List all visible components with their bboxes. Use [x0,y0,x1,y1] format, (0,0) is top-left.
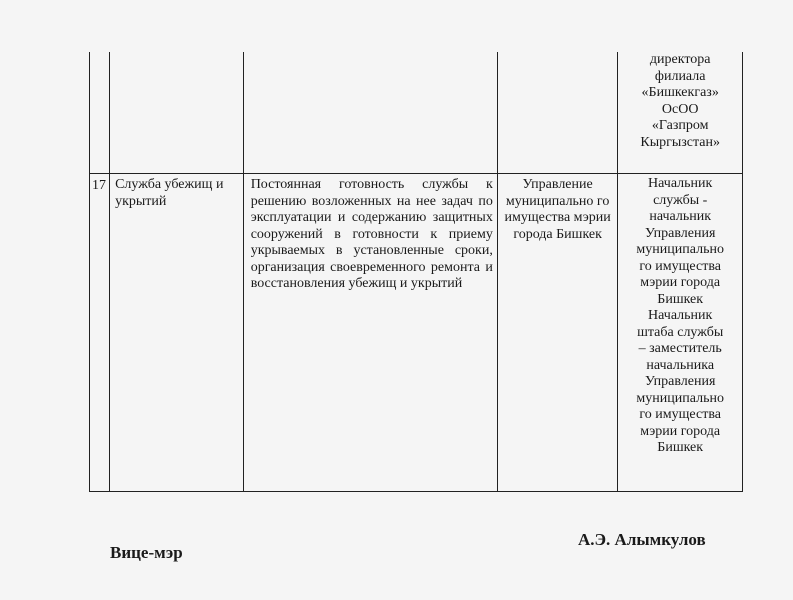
prev-head-line: директора [649,52,711,67]
head-line: Начальник [648,176,713,191]
prev-responsible-cell [497,52,618,174]
head-line: Бишкек [657,440,704,455]
head-cell [618,174,743,492]
prev-head-line: «Газпром [651,118,709,133]
prev-head-cell [618,52,743,174]
prev-service-cell [110,52,244,174]
table-row-previous [90,52,743,174]
service-head [618,174,742,457]
head-line: го имущества [639,407,721,422]
head-line: службы - [653,192,708,208]
head-line: Управления [644,225,716,241]
head-line: го имущества [639,258,721,274]
head-line: Начальник [648,308,713,323]
prev-tasks-cell [243,52,497,174]
prev-number-cell [90,52,110,174]
head-line: начальника [646,357,715,373]
signatory-name: А.Э. Алымкулов [578,530,706,549]
head-line: начальник [649,209,712,224]
responsible-org: Управление муниципально го имущества мэрии города Бишкек [504,177,611,242]
prev-head-line: «Бишкекгаз» [641,85,719,100]
prev-head-line: ОсОО [661,101,699,117]
row-number-cell [90,174,110,492]
head-line: муниципально [636,242,724,257]
table-row [90,174,743,492]
service-tasks: Постоянная готовность службы к решению возложенных на нее задач по эксплуатации и содержанию защитных сооружений в готовности к приему укрываемых в установленные сроки, организация своевременного ремонта и восстановления убежищ и укрытий [250,177,493,291]
signatory-position: Вице-мэр [110,543,183,562]
services-table [89,52,743,492]
prev-head-line: филиала [654,68,706,84]
service-name: Служба убежищ и укрытий [115,177,224,209]
responsible-cell [497,174,618,492]
tasks-cell [243,174,497,492]
head-line: Бишкек [657,291,704,307]
head-line: муниципально [636,390,724,406]
head-line: Управления [644,374,716,389]
row-number: 17 [92,178,106,193]
service-cell [110,174,244,492]
head-line: мэрии города [640,275,721,290]
head-line: штаба службы [637,324,724,340]
head-line: – заместитель [638,341,722,356]
head-line: мэрии города [640,423,721,439]
prev-head-line: Кыргызстан» [640,134,721,150]
